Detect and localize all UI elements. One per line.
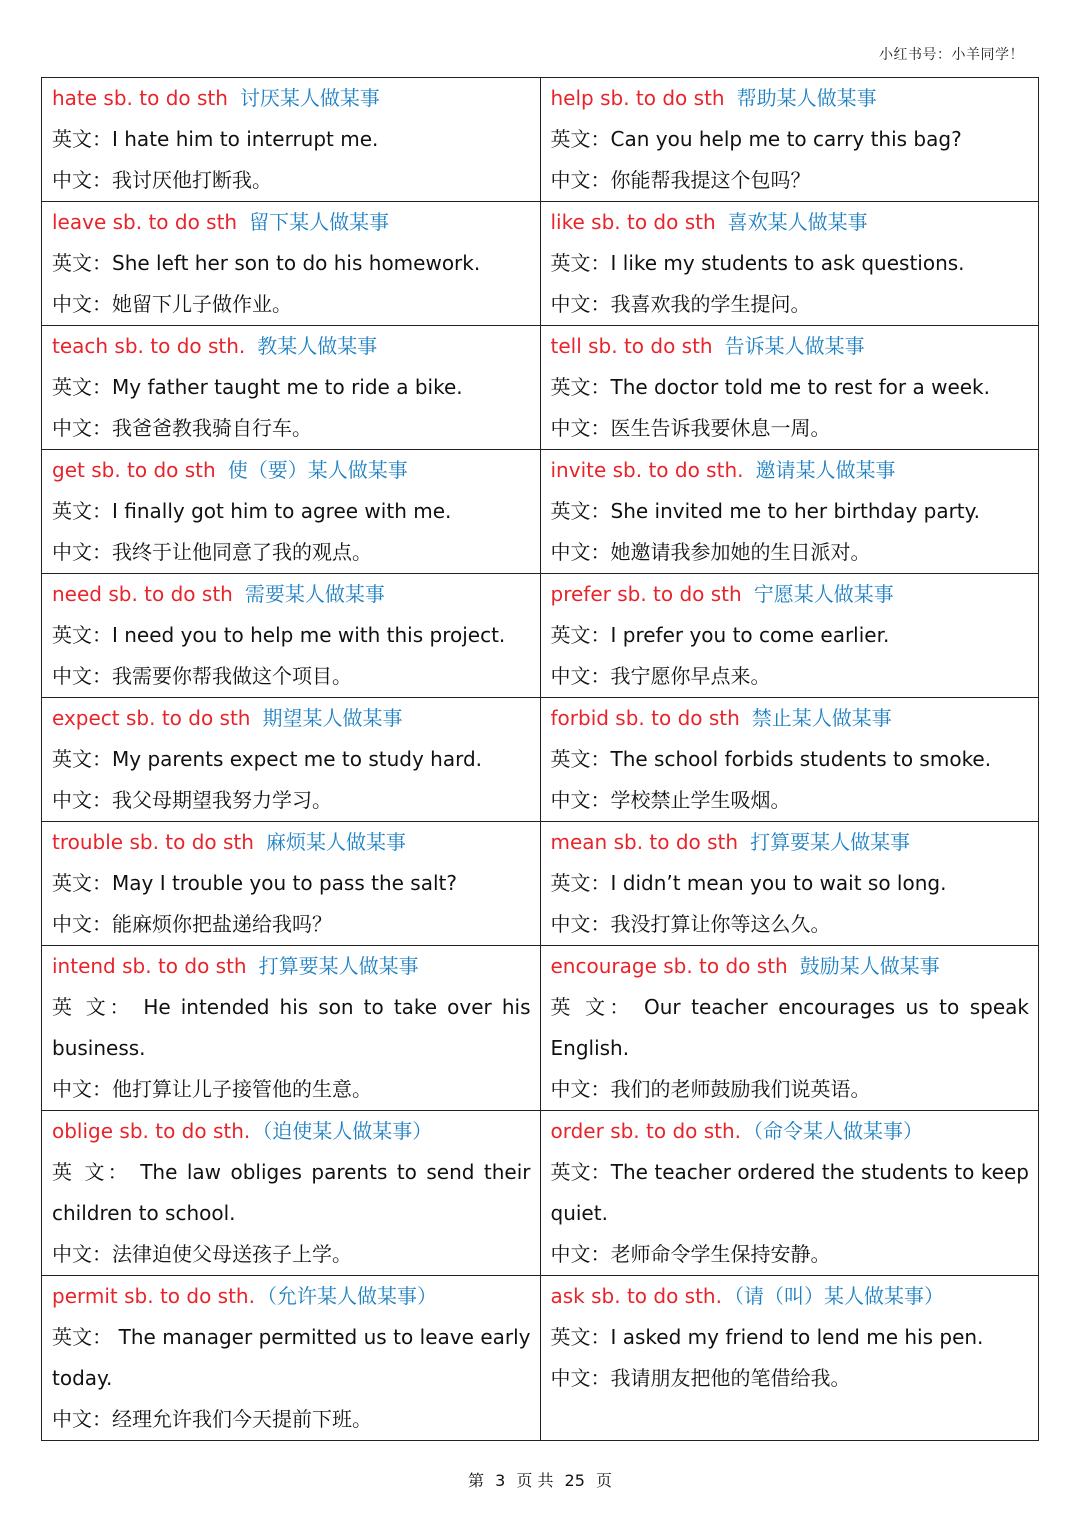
- phrase-cell: [540, 822, 1039, 946]
- english-sentence: I hate him to interrupt me.: [112, 127, 379, 151]
- chinese-sentence: 我请朋友把他的笔借给我。: [610, 1366, 851, 1390]
- english-label: 英文：: [550, 499, 611, 523]
- phrase-cell: [42, 822, 541, 946]
- chinese-example: [551, 656, 1030, 697]
- english-sentence: The doctor told me to rest for a week.: [610, 375, 990, 399]
- english-example: [551, 615, 1030, 656]
- phrase-heading: [52, 78, 531, 119]
- english-label: 英文：: [52, 375, 112, 399]
- english-sentence: I need you to help me with this project.: [112, 623, 506, 647]
- chinese-label: 中文：: [52, 416, 112, 440]
- phrase-heading: [551, 450, 1030, 491]
- chinese-sentence: 我父母期望我努力学习。: [112, 788, 332, 812]
- phrase-meaning: 留下某人做某事: [249, 210, 390, 234]
- chinese-sentence: 我终于让他同意了我的观点。: [112, 540, 372, 564]
- phrase-table: [41, 77, 1039, 1441]
- chinese-sentence: 我没打算让你等这么久。: [610, 912, 831, 936]
- page-footer: [0, 1468, 1080, 1491]
- english-example: [52, 491, 531, 532]
- phrase-heading: [551, 326, 1030, 367]
- phrase-english: ask sb. to do sth.: [550, 1284, 722, 1308]
- footer-middle: 页 共: [516, 1471, 554, 1490]
- phrase-cell: [42, 450, 541, 574]
- table-row: [42, 698, 1039, 822]
- phrase-meaning: （请（叫）某人做某事）: [723, 1284, 944, 1308]
- phrase-heading: [551, 698, 1030, 739]
- footer-total-pages: 25: [564, 1471, 585, 1490]
- english-example: [551, 491, 1030, 532]
- phrase-english: prefer sb. to do sth: [550, 582, 742, 606]
- chinese-sentence: 医生告诉我要休息一周。: [610, 416, 831, 440]
- chinese-example: [551, 284, 1030, 325]
- english-example: [551, 367, 1030, 408]
- phrase-meaning: 打算要某人做某事: [750, 830, 911, 854]
- phrase-english: hate sb. to do sth: [52, 86, 228, 110]
- phrase-cell: [42, 1111, 541, 1276]
- phrase-cell: [42, 202, 541, 326]
- chinese-label: 中文：: [550, 168, 611, 192]
- phrase-heading: [52, 326, 531, 367]
- english-label: 英文：: [550, 1160, 611, 1184]
- table-row: [42, 450, 1039, 574]
- phrase-meaning: 喜欢某人做某事: [727, 210, 868, 234]
- phrase-meaning: 鼓励某人做某事: [799, 954, 940, 978]
- phrase-heading: [551, 1111, 1030, 1152]
- chinese-sentence: 她邀请我参加她的生日派对。: [610, 540, 871, 564]
- table-row: [42, 946, 1039, 1111]
- chinese-example: [52, 532, 531, 573]
- chinese-sentence: 我爸爸教我骑自行车。: [112, 416, 312, 440]
- phrase-english: invite sb. to do sth.: [550, 458, 744, 482]
- phrase-meaning: （命令某人做某事）: [743, 1119, 924, 1143]
- phrase-cell: [42, 698, 541, 822]
- footer-prefix: 第: [467, 1471, 484, 1490]
- phrase-english: like sb. to do sth: [550, 210, 716, 234]
- chinese-example: [52, 780, 531, 821]
- chinese-label: 中文：: [550, 1077, 611, 1101]
- chinese-label: 中文：: [52, 168, 112, 192]
- phrase-heading: [52, 822, 531, 863]
- phrase-heading: [551, 946, 1030, 987]
- phrase-meaning: 帮助某人做某事: [736, 86, 877, 110]
- chinese-sentence: 我需要你帮我做这个项目。: [112, 664, 352, 688]
- phrase-english: mean sb. to do sth: [550, 830, 739, 854]
- english-label: 英文：: [550, 127, 611, 151]
- english-sentence: The teacher ordered the students to keep quiet.: [550, 1160, 1029, 1225]
- phrase-meaning: 麻烦某人做某事: [265, 830, 406, 854]
- chinese-sentence: 我宁愿你早点来。: [610, 664, 771, 688]
- phrase-meaning: 告诉某人做某事: [724, 334, 865, 358]
- phrase-meaning: 宁愿某人做某事: [753, 582, 894, 606]
- english-example: [52, 1152, 531, 1234]
- english-label: 英 文：: [550, 995, 634, 1019]
- phrase-cell: [540, 946, 1039, 1111]
- table-row: [42, 326, 1039, 450]
- chinese-label: 中文：: [52, 1407, 112, 1431]
- english-sentence: Can you help me to carry this bag?: [610, 127, 962, 151]
- english-label: 英文：: [52, 1325, 113, 1349]
- phrase-cell: [540, 1111, 1039, 1276]
- phrase-meaning: 教某人做某事: [257, 334, 378, 358]
- phrase-cell: [540, 202, 1039, 326]
- phrase-meaning: （允许某人做某事）: [256, 1284, 437, 1308]
- english-example: [52, 987, 531, 1069]
- chinese-sentence: 经理允许我们今天提前下班。: [112, 1407, 372, 1431]
- phrase-cell: [42, 946, 541, 1111]
- phrase-english: encourage sb. to do sth: [550, 954, 788, 978]
- chinese-example: [551, 780, 1030, 821]
- phrase-english: teach sb. to do sth.: [52, 334, 246, 358]
- table-row: [42, 822, 1039, 946]
- footer-page-number: 3: [495, 1471, 506, 1490]
- chinese-example: [551, 904, 1030, 945]
- english-example: [551, 863, 1030, 904]
- chinese-example: [551, 1234, 1030, 1275]
- english-example: [551, 243, 1030, 284]
- chinese-example: [52, 160, 531, 201]
- chinese-example: [551, 1358, 1030, 1399]
- chinese-sentence: 能麻烦你把盐递给我吗？: [112, 912, 332, 936]
- phrase-english: forbid sb. to do sth: [550, 706, 740, 730]
- chinese-label: 中文：: [52, 540, 112, 564]
- english-sentence: He intended his son to take over his business.: [52, 995, 531, 1060]
- english-label: 英文：: [52, 623, 112, 647]
- phrase-english: permit sb. to do sth.: [52, 1284, 255, 1308]
- table-row: [42, 1276, 1039, 1441]
- english-sentence: My parents expect me to study hard.: [112, 747, 483, 771]
- phrase-cell: [540, 450, 1039, 574]
- chinese-sentence: 老师命令学生保持安静。: [610, 1242, 831, 1266]
- phrase-meaning: 邀请某人做某事: [755, 458, 896, 482]
- phrase-heading: [551, 78, 1030, 119]
- chinese-label: 中文：: [550, 292, 611, 316]
- chinese-label: 中文：: [52, 1242, 112, 1266]
- chinese-example: [52, 1234, 531, 1275]
- phrase-english: oblige sb. to do sth.: [52, 1119, 251, 1143]
- phrase-cell: [42, 1276, 541, 1441]
- english-label: 英文：: [550, 1325, 611, 1349]
- phrase-meaning: （迫使某人做某事）: [252, 1119, 433, 1143]
- phrase-heading: [52, 698, 531, 739]
- phrase-meaning: 需要某人做某事: [244, 582, 385, 606]
- chinese-label: 中文：: [550, 912, 611, 936]
- english-label: 英文：: [550, 251, 611, 275]
- chinese-label: 中文：: [550, 416, 611, 440]
- phrase-cell: [540, 698, 1039, 822]
- chinese-label: 中文：: [550, 664, 611, 688]
- english-sentence: She invited me to her birthday party.: [610, 499, 980, 523]
- phrase-heading: [551, 574, 1030, 615]
- table-row: [42, 202, 1039, 326]
- phrase-cell: [540, 326, 1039, 450]
- table-row: [42, 78, 1039, 202]
- english-label: 英 文：: [52, 995, 134, 1019]
- chinese-sentence: 学校禁止学生吸烟。: [610, 788, 791, 812]
- phrase-meaning: 讨厌某人做某事: [239, 86, 380, 110]
- english-label: 英文：: [52, 747, 112, 771]
- phrase-heading: [52, 1111, 531, 1152]
- chinese-label: 中文：: [52, 664, 112, 688]
- english-example: [52, 367, 531, 408]
- phrase-english: tell sb. to do sth: [550, 334, 713, 358]
- chinese-label: 中文：: [550, 540, 611, 564]
- phrase-heading: [52, 1276, 531, 1317]
- phrase-english: expect sb. to do sth: [52, 706, 251, 730]
- chinese-example: [551, 1069, 1030, 1110]
- footer-suffix: 页: [596, 1471, 613, 1490]
- chinese-example: [52, 284, 531, 325]
- english-sentence: I like my students to ask questions.: [610, 251, 965, 275]
- english-example: [551, 1152, 1030, 1234]
- chinese-label: 中文：: [52, 292, 112, 316]
- english-example: [52, 863, 531, 904]
- phrase-meaning: 禁止某人做某事: [751, 706, 892, 730]
- phrase-meaning: 打算要某人做某事: [258, 954, 419, 978]
- chinese-label: 中文：: [52, 912, 112, 936]
- chinese-sentence: 他打算让儿子接管他的生意。: [112, 1077, 372, 1101]
- phrase-meaning: 期望某人做某事: [262, 706, 403, 730]
- english-example: [551, 987, 1030, 1069]
- english-sentence: Our teacher encourages us to speak English.: [550, 995, 1029, 1060]
- chinese-example: [551, 408, 1030, 449]
- phrase-english: need sb. to do sth: [52, 582, 233, 606]
- phrase-heading: [551, 1276, 1030, 1317]
- phrase-cell: [540, 1276, 1039, 1441]
- english-example: [52, 615, 531, 656]
- chinese-label: 中文：: [550, 1366, 611, 1390]
- table-row: [42, 574, 1039, 698]
- english-example: [551, 119, 1030, 160]
- chinese-example: [551, 532, 1030, 573]
- chinese-sentence: 我讨厌他打断我。: [112, 168, 272, 192]
- english-label: 英文：: [550, 747, 611, 771]
- english-sentence: May I trouble you to pass the salt?: [112, 871, 457, 895]
- chinese-label: 中文：: [52, 1077, 112, 1101]
- header-note: 小红书号：小羊同学！: [879, 47, 1024, 63]
- phrase-heading: [551, 202, 1030, 243]
- phrase-english: leave sb. to do sth: [52, 210, 238, 234]
- english-label: 英文：: [52, 871, 112, 895]
- english-label: 英文：: [550, 871, 611, 895]
- phrase-heading: [52, 450, 531, 491]
- english-label: 英文：: [52, 127, 112, 151]
- chinese-label: 中文：: [52, 788, 112, 812]
- chinese-label: 中文：: [550, 788, 611, 812]
- phrase-heading: [551, 822, 1030, 863]
- chinese-sentence: 她留下儿子做作业。: [112, 292, 292, 316]
- english-label: 英文：: [550, 375, 611, 399]
- table-row: [42, 1111, 1039, 1276]
- phrase-english: get sb. to do sth: [52, 458, 216, 482]
- english-example: [52, 243, 531, 284]
- english-sentence: She left her son to do his homework.: [112, 251, 481, 275]
- english-example: [52, 739, 531, 780]
- phrase-heading: [52, 946, 531, 987]
- chinese-sentence: 我们的老师鼓励我们说英语。: [610, 1077, 871, 1101]
- english-example: [551, 739, 1030, 780]
- english-label: 英文：: [550, 623, 611, 647]
- phrase-heading: [52, 574, 531, 615]
- english-sentence: I didn’t mean you to wait so long.: [610, 871, 947, 895]
- english-label: 英文：: [52, 499, 112, 523]
- chinese-example: [551, 160, 1030, 201]
- phrase-english: intend sb. to do sth: [52, 954, 247, 978]
- chinese-example: [52, 1069, 531, 1110]
- english-example: [551, 1317, 1030, 1358]
- chinese-example: [52, 408, 531, 449]
- phrase-cell: [42, 326, 541, 450]
- phrase-cell: [540, 574, 1039, 698]
- chinese-label: 中文：: [550, 1242, 611, 1266]
- chinese-sentence: 法律迫使父母送孩子上学。: [112, 1242, 352, 1266]
- phrase-cell: [540, 78, 1039, 202]
- phrase-english: order sb. to do sth.: [550, 1119, 742, 1143]
- phrase-heading: [52, 202, 531, 243]
- english-sentence: The law obliges parents to send their children to school.: [52, 1160, 531, 1225]
- chinese-sentence: 你能帮我提这个包吗？: [610, 168, 811, 192]
- phrase-english: trouble sb. to do sth: [52, 830, 254, 854]
- english-example: [52, 1317, 531, 1399]
- chinese-example: [52, 656, 531, 697]
- english-sentence: I finally got him to agree with me.: [112, 499, 452, 523]
- phrase-english: help sb. to do sth: [550, 86, 725, 110]
- english-sentence: The manager permitted us to leave early today.: [52, 1325, 531, 1390]
- phrase-cell: [42, 78, 541, 202]
- english-sentence: I asked my friend to lend me his pen.: [610, 1325, 984, 1349]
- english-label: 英文：: [52, 251, 112, 275]
- phrase-cell: [42, 574, 541, 698]
- english-sentence: My father taught me to ride a bike.: [112, 375, 463, 399]
- chinese-example: [52, 904, 531, 945]
- chinese-sentence: 我喜欢我的学生提问。: [610, 292, 811, 316]
- english-label: 英 文：: [52, 1160, 131, 1184]
- english-sentence: The school forbids students to smoke.: [610, 747, 992, 771]
- english-sentence: I prefer you to come earlier.: [610, 623, 890, 647]
- chinese-example: [52, 1399, 531, 1440]
- english-example: [52, 119, 531, 160]
- phrase-meaning: 使（要）某人做某事: [227, 458, 408, 482]
